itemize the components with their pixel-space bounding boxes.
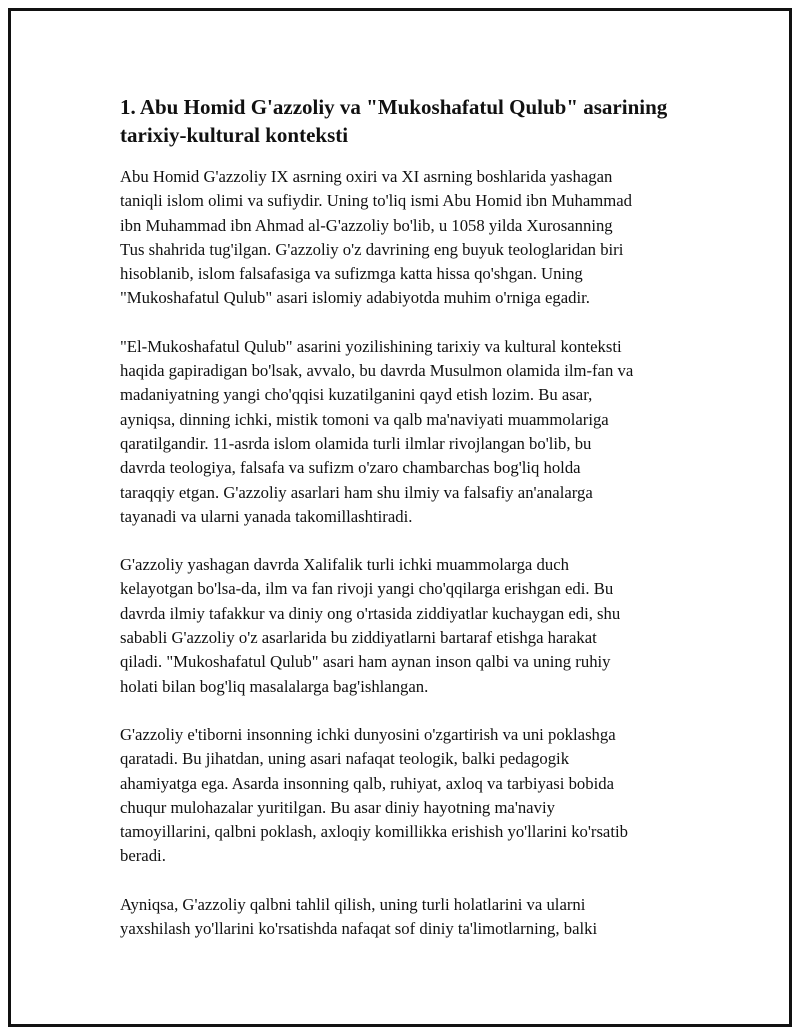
paragraph-1: [120, 165, 720, 311]
text-line: ayniqsa, dinning ichki, mistik tomoni va qalb ma'naviyati muammolariga: [120, 409, 609, 429]
text-line: ibn Muhammad ibn Ahmad al-G'azzoliy bo'lib, u 1058 yilda Xurosanning: [120, 215, 613, 235]
text-line: hisoblanib, islom falsafasiga va sufizmga katta hissa qo'shgan. Uning: [120, 264, 583, 284]
text-line: taniqli islom olimi va sufiydir. Uning to'liq ismi Abu Homid ibn Muhammad: [120, 191, 632, 211]
paragraph-4: [120, 723, 720, 869]
title-line: 1. Abu Homid G'azzoliy va "Mukoshafatul Qulub" asarining: [120, 95, 668, 119]
text-line: ahamiyatga ega. Asarda insonning qalb, ruhiyat, axloq va tarbiyasi bobida: [120, 773, 614, 793]
text-line: sababli G'azzoliy o'z asarlarida bu ziddiyatlarni bartaraf etishga harakat: [120, 628, 597, 648]
paragraph-5: [120, 893, 720, 942]
text-line: G'azzoliy yashagan davrda Xalifalik turli ichki muammolarga duch: [120, 555, 569, 575]
text-line: "El-Mukoshafatul Qulub" asarini yozilishining tarixiy va kultural konteksti: [120, 336, 622, 356]
text-line: yaxshilash yo'llarini ko'rsatishda nafaqat sof diniy ta'limotlarning, balki: [120, 919, 598, 939]
text-line: "Mukoshafatul Qulub" asari islomiy adabiyotda muhim o'rniga egadir.: [120, 288, 590, 308]
text-line: chuqur mulohazalar yuritilgan. Bu asar diniy hayotning ma'naviy: [120, 797, 555, 817]
text-line: Ayniqsa, G'azzoliy qalbni tahlil qilish, uning turli holatlarini va ularni: [120, 894, 586, 914]
text-line: madaniyatning yangi cho'qqisi kuzatilganini qayd etish lozim. Bu asar,: [120, 385, 593, 405]
text-line: qaratadi. Bu jihatdan, uning asari nafaqat teologik, balki pedagogik: [120, 749, 570, 769]
text-line: Tus shahrida tug'ilgan. G'azzoliy o'z davrining eng buyuk teologlaridan biri: [120, 239, 624, 259]
text-line: kelayotgan bo'lsa-da, ilm va fan rivoji yangi cho'qqilarga erishgan edi. Bu: [120, 579, 614, 599]
text-line: Abu Homid G'azzoliy IX asrning oxiri va XI asrning boshlarida yashagan: [120, 167, 613, 186]
text-line: qaratilgandir. 11-asrda islom olamida turli ilmlar rivojlangan bo'lib, bu: [120, 433, 592, 453]
page-title: [120, 93, 720, 149]
text-line: qiladi. "Mukoshafatul Qulub" asari ham aynan inson qalbi va uning ruhiy: [120, 652, 611, 672]
text-line: tamoyillarini, qalbni poklash, axloqiy komillikka erishish yo'llarini ko'rsatib: [120, 822, 628, 842]
title-line: tarixiy-kultural konteksti: [120, 123, 349, 147]
document-page: [8, 8, 792, 1027]
text-line: tayanadi va ularni yanada takomillashtiradi.: [120, 506, 413, 526]
document-content: [120, 93, 720, 965]
paragraph-3: [120, 553, 720, 699]
text-line: davrda ilmiy tafakkur va diniy ong o'rtasida ziddiyatlar kuchaygan edi, shu: [120, 603, 621, 623]
text-line: davrda teologiya, falsafa va sufizm o'zaro chambarchas bog'liq holda: [120, 458, 581, 478]
text-line: taraqqiy etgan. G'azzoliy asarlari ham shu ilmiy va falsafiy an'analarga: [120, 482, 593, 502]
text-line: G'azzoliy e'tiborni insonning ichki dunyosini o'zgartirish va uni poklashga: [120, 724, 616, 744]
paragraph-2: [120, 335, 720, 529]
text-line: beradi.: [120, 846, 166, 866]
text-line: haqida gapiradigan bo'lsak, avvalo, bu davrda Musulmon olamida ilm-fan va: [120, 361, 634, 381]
text-line: holati bilan bog'liq masalalarga bag'ishlangan.: [120, 676, 429, 696]
